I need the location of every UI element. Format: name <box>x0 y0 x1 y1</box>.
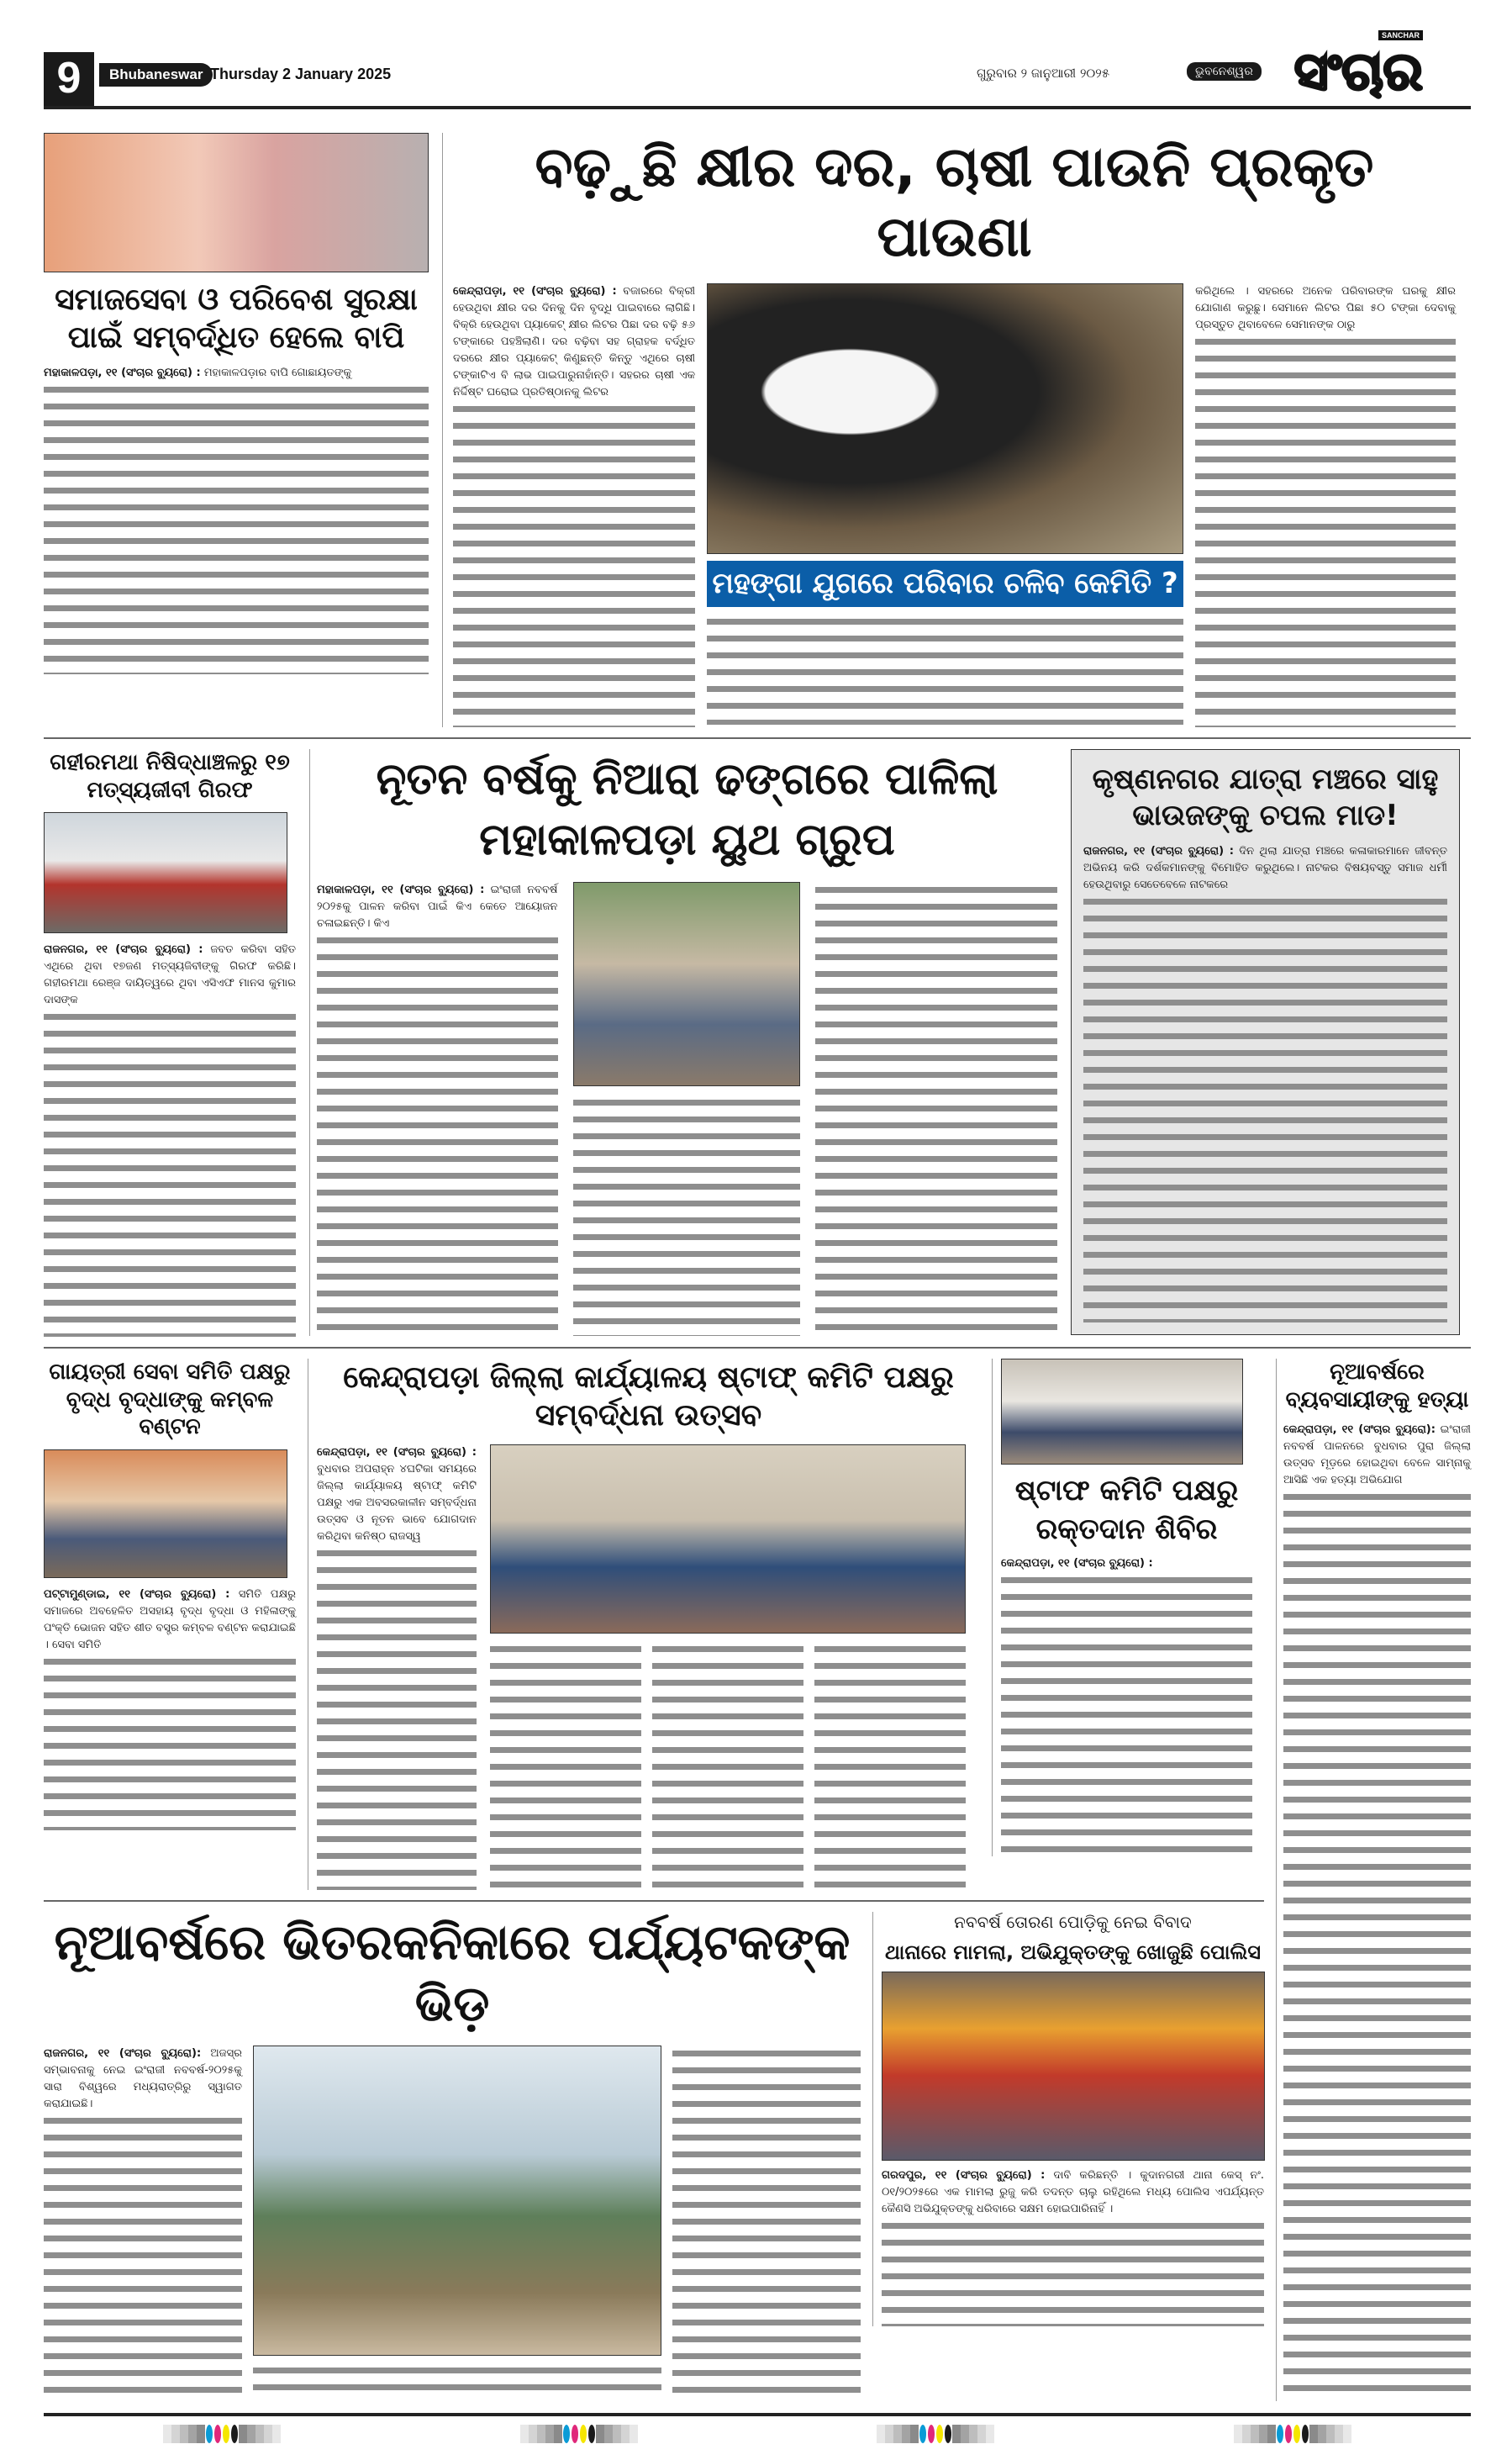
lead: ବଜାରରେ ବିକ୍ରୀ ହେଉଥିବା କ୍ଷୀର ଦର ଦିନକୁ ଦିନ ବୃଦ୍ଧି ପାଇବାରେ ଲାଗିଛି। ବିକ୍ରି ହେଉଥିବା ପ୍ୟାକେଟ୍ କ୍ଷୀର ଲିଟର ପିଛା ଦର ବଢ଼ି ୫୬ ଟଙ୍କାରେ ପହଞ୍ଚିଲାଣି। ଦର ବଢ଼ିବା ସହ ଗ୍ରାହକ ବର୍ଦ୍ଧିତ ଦରରେ କ୍ଷୀର ପ୍ୟାକେଟ୍ କିଣୁଛନ୍ତି କିନ୍ତୁ ଏଥିରେ ଚାଷୀ ଟଙ୍କାଟିଏ ବି ଲାଭ ପାଇପାରୁନାହାଁନ୍ତି। ସହରର ଚାଷୀ ଏକ ନିର୍ଦ୍ଦିଷ୍ଟ ଘରୋଇ ପ୍ରତିଷ୍ଠାନକୁ ଲିଟର <box>453 285 696 399</box>
lead: ଦିନ ଥିଲା ଯାତ୍ରା ମଞ୍ଚରେ କଳାକାରମାନେ ଜୀବନ୍ତ ଅଭିନୟ କରି ଦର୍ଶକମାନଙ୍କୁ ବିମୋହିତ କରୁଥିଲେ। ନାଟକର ବିଷୟବସ୍ତୁ ସମାଜ ଧର୍ମୀ ହେଉଥିବାରୁ ସେତେବେଳେ ନାଟକରେ <box>1083 845 1447 891</box>
milk-story <box>442 133 1456 727</box>
lead: ସମିତି ପକ୍ଷରୁ ସମାଜରେ ଅବହେଳିତ ଅସହାୟ ବୃଦ୍ଧ ବୃଦ୍ଧା ଓ ମହିଳାଙ୍କୁ ପଂକ୍ତି ଭୋଜନ ସହିତ ଶୀତ ବସ୍ତ୍ର କମ୍ବଳ ବଣ୍ଟନ କରାଯାଇଛି । ସେବା ସମିତି <box>44 1587 296 1651</box>
dateline: କେନ୍ଦ୍ରାପଡ଼ା, ୧୧ (ସଂଚାର ବ୍ୟୁରୋ): <box>1283 1423 1436 1436</box>
gahirmatha-headline: ଗହୀରମଥା ନିଷିଦ୍ଧାଞ୍ଚଳରୁ ୧୭ ମତ୍ସ୍ୟଜୀବୀ ଗିରଫ <box>50 750 290 803</box>
dateline: ଗରଦପୁର, ୧୧ (ସଂଚାର ବ୍ୟୁରୋ) : <box>882 2169 1046 2182</box>
blood-headline: ଷ୍ଟାଫ କମିଟି ପକ୍ଷରୁ ରକ୍ତଦାନ ଶିବିର <box>1014 1474 1239 1546</box>
youth-body-col1 <box>317 882 558 1336</box>
bhitarkanika-body-col2 <box>253 2362 661 2401</box>
staff-body-col3 <box>652 1641 803 1890</box>
masthead-logo: ସଂଚାର <box>1294 40 1423 102</box>
felicitation-photo <box>490 1444 966 1634</box>
police-kicker: ନବବର୍ଷ ତୋରଣ ପୋଡ଼ିକୁ ନେଇ ବିବାଦ <box>954 1912 1192 1932</box>
dateline: ମହାକାଳପଡ଼ା, ୧୧ (ସଂଚାର ବ୍ୟୁରୋ) : <box>44 367 201 379</box>
lead: ମହାକାଳପଡ଼ାର ବାପି ଗୋଛାୟତଙ୍କୁ <box>203 367 352 379</box>
milk-headline: ବଢ଼ୁଛି କ୍ଷୀର ଦର, ଚାଷୀ ପାଉନି ପ୍ରକୃତ ପାଉଣା <box>535 135 1374 269</box>
gayatri-story <box>44 1359 296 1830</box>
lead: ଇଂରାଜୀ ନବବର୍ଷ ୨୦୨୫କୁ ପାଳନ କରିବା ପାଇଁ କିଏ କେତେ ଆୟୋଜନ ଚଳାଇଛନ୍ତି। କିଏ <box>317 884 558 930</box>
dateline: କେନ୍ଦ୍ରାପଡ଼ା, ୧୧ (ସଂଚାର ବ୍ୟୁରୋ) : <box>1001 1557 1153 1570</box>
registration-bar <box>163 2425 281 2443</box>
staff-columns <box>317 1444 980 1890</box>
milk-body-col2 <box>707 614 1183 725</box>
blood-donation-photo <box>1001 1359 1243 1465</box>
bapi-body <box>44 365 429 674</box>
staff-body-col1 <box>317 1444 477 1890</box>
lead: ଦାବି କରିଛନ୍ତି । କୁଦାନଗରୀ ଥାନା କେସ୍ ନଂ. ୦୧/୨୦୨୫ରେ ଏକ ମାମଲା ରୁଜୁ କରି ତଦନ୍ତ ଚାଲୁ ରହିଥିଲେ ମଧ୍ୟ ପୋଲିସ ଏପର୍ଯ୍ୟନ୍ତ କୈଣସି ଅଭିଯୁକ୍ତଙ୍କୁ ଧରିବାରେ ସକ୍ଷମ ହୋଇପାରିନାହିଁ । <box>882 2169 1264 2215</box>
odia-city: ଭୁବନେଶ୍ୱର <box>1187 62 1262 81</box>
staff-headline: କେନ୍ଦ୍ରାପଡ଼ା ଜିଲ୍ଲା କାର୍ଯ୍ୟାଳୟ ଷ୍ଟାଫ୍ କମିଟି ପକ୍ଷରୁ ସମ୍ବର୍ଦ୍ଧନା ଉତ୍ସବ <box>343 1360 954 1433</box>
police-body <box>882 2167 1264 2326</box>
dateline: ମହାକାଳପଡ଼ା, ୧୧ (ସଂଚାର ବ୍ୟୁରୋ) : <box>317 884 485 896</box>
lead: ବୁଧବାର ଅପରାହ୍ନ ୪ଘଟିକା ସମୟରେ ଜିଲ୍ଲା କାର୍ଯ୍ୟାଳୟ ଷ୍ଟାଫ୍ କମିଟି ପକ୍ଷରୁ ଏକ ଅବସରକାଳୀନ ସମ୍ବର୍ଦ୍ଧନା ଉତ୍ସବ ଓ ନୂତନ ଭାବେ ଯୋଗଦାନ କରିଥିବା କନିଷ୍ଠ ରାଜସ୍ୱ <box>317 1463 477 1543</box>
masthead-small: SANCHAR <box>1378 30 1423 40</box>
bapi-headline: ସମାଜସେବା ଓ ପରିବେଶ ସୁରକ୍ଷା ପାଇଁ ସମ୍ବର୍ଦ୍ଧିତ ହେଲେ ବାପି <box>55 282 418 355</box>
section-3 <box>44 1359 1264 1902</box>
youth-columns <box>317 882 1057 1336</box>
bhitarkanika-headline: ନୂଆବର୍ଷରେ ଭିତରକନିକାରେ ପର୍ଯ୍ୟଟକଙ୍କ ଭିଡ଼ <box>54 1914 851 2032</box>
youth-group-photo <box>573 882 800 1086</box>
bhitarkanika-body-col1 <box>44 2046 242 2401</box>
gayatri-headline: ଗାୟତ୍ରୀ ସେବା ସମିତି ପକ୍ଷରୁ ବୃଦ୍ଧ ବୃଦ୍ଧାଙ୍କୁ କମ୍ବଳ ବଣ୍ଟନ <box>49 1359 291 1439</box>
registration-bar <box>520 2425 638 2443</box>
registration-bar <box>1234 2425 1351 2443</box>
staff-story <box>308 1359 980 1890</box>
boat-photo <box>44 812 287 933</box>
registration-bar <box>877 2425 994 2443</box>
bhitarkanika-body-col3 <box>672 2046 861 2401</box>
gahirmatha-body <box>44 942 296 1337</box>
dateline: ରାଜନଗର, ୧୧ (ସଂଚାର ବ୍ୟୁରୋ) : <box>44 943 203 956</box>
bhitarkanika-columns <box>44 2046 861 2401</box>
jatra-body <box>1083 843 1447 1322</box>
dateline: କେନ୍ଦ୍ରାପଡ଼ା, ୧୧ (ସଂଚାର ବ୍ୟୁରୋ) : <box>317 1446 477 1459</box>
continued-text: କରିଥିଲେ । ସହରରେ ଅନେକ ପରିବାରଙ୍କ ଘରକୁ କ୍ଷୀର ଯୋଗାଣ କରୁଛୁ। ସେମାନେ ଲିଟର ପିଛା ୫୦ ଟଙ୍କା ଦେବାକୁ ପ୍ରସ୍ତୁତ ଥିବାବେଳେ ସେମାନଙ୍କ ଠାରୁ <box>1195 283 1456 334</box>
page-header <box>44 0 1471 109</box>
section-4 <box>44 1912 1264 2401</box>
police-headline: ଥାନାରେ ମାମଲା, ଅଭିଯୁକ୍ତଙ୍କୁ ଖୋଜୁଛି ପୋଲିସ <box>884 1940 1262 1964</box>
dateline: ପଟ୍ଟାମୁଣ୍ଡାଇ, ୧୧ (ସଂଚାର ବ୍ୟୁରୋ) : <box>44 1587 230 1601</box>
lower-area <box>44 1359 1471 2401</box>
youth-body-col3 <box>815 882 1058 1336</box>
staff-center <box>490 1444 966 1890</box>
lead: ଅଜସ୍ର ସମ୍ଭାବନାକୁ ନେଇ ଇଂରାଜୀ ନବବର୍ଷ-୨୦୨୫କୁ ସାରା ବିଶ୍ୱରେ ମଧ୍ୟରାତ୍ରିରୁ ସ୍ୱାଗତ କରାଯାଇଛି। <box>44 2047 242 2110</box>
blood-body <box>1001 1555 1252 1856</box>
jatra-headline: କୃଷ୍ଣନଗର ଯାତ୍ରା ମଞ୍ଚରେ ସାହୁ ଭାଉଜଙ୍କୁ ଚପଲ ମାଡ! <box>1092 763 1439 832</box>
jatra-box <box>1071 749 1460 1335</box>
milk-center <box>707 283 1183 725</box>
gayatri-body <box>44 1586 296 1830</box>
youth-story <box>309 749 1057 1336</box>
staff-body-col4 <box>814 1641 966 1890</box>
milk-body-col1 <box>453 283 695 727</box>
gahirmatha-story <box>44 749 296 1337</box>
youth-center <box>573 882 800 1336</box>
dateline: ରାଜନଗର, ୧୧ (ସଂଚାର ବ୍ୟୁରୋ) : <box>1083 845 1234 858</box>
bapi-photo <box>44 133 429 272</box>
dateline: ରାଜନଗର, ୧୧ (ସଂଚାର ବ୍ୟୁରୋ): <box>44 2047 202 2060</box>
bhitarkanika-story <box>44 1912 861 2401</box>
odia-date: ଗୁରୁବାର ୨ ଜାନୁଆରୀ ୨୦୨୫ <box>977 66 1110 81</box>
page-number: 9 <box>44 52 94 106</box>
milk-subhead: ମହଙ୍ଗା ଯୁଗରେ ପରିବାର ଚଳିବ କେମିତି ? <box>707 561 1183 607</box>
tourists-photo <box>253 2046 661 2356</box>
youth-body-col2 <box>573 1095 800 1336</box>
gate-photo <box>882 1972 1265 2161</box>
color-registration-bars <box>44 2413 1471 2460</box>
edition-city: Bhubaneswar <box>99 63 213 87</box>
blood-story <box>992 1359 1252 1856</box>
lead: ଜବତ କରିବା ସହିତ ଏଥିରେ ଥିବା ୧୭ଜଣ ମତ୍ସ୍ୟଜିବୀଙ୍କୁ ଗିରଫ କରିଛି। ଗହୀରମଥା ରେଞ୍ଜ ଦାୟିତ୍ୱରେ ଥିବା ଏସିଏଫ ମାନସ କୁମାର ଦାସଙ୍କ <box>44 943 296 1006</box>
bapi-story <box>44 133 429 674</box>
bhitarkanika-center <box>253 2046 661 2401</box>
blanket-distribution-photo <box>44 1449 287 1578</box>
murder-headline: ନୂଆବର୍ଷରେ ବ୍ୟବସାୟୀଙ୍କୁ ହତ୍ୟା <box>1285 1359 1469 1412</box>
youth-headline: ନୂତନ ବର୍ଷକୁ ନିଆରା ଢଙ୍ଗରେ ପାଳିଲା ମହାକାଳପଡ଼ା ୟୁଥ ଗ୍ରୁପ <box>376 754 998 865</box>
dateline: କେନ୍ଦ୍ରାପଡ଼ା, ୧୧ (ସଂଚାର ବ୍ୟୁରୋ) : <box>453 285 617 298</box>
staff-body-col2 <box>490 1641 641 1890</box>
edition-date: Thursday 2 January 2025 <box>210 66 392 82</box>
police-story <box>872 1912 1264 2326</box>
murder-story <box>1276 1359 1471 2401</box>
lead: ଇଂରାଜୀ ନବବର୍ଷ ପାଳନରେ ବୁଧବାର ପୁରା ଜିଲ୍ଲା ଉତ୍ସବ ମୂଡ଼ରେ ହୋଇଥିବା ବେଳେ ସାମ୍ନାକୁ ଆସିଛି ଏକ ହତ୍ୟା ଅଭିଯୋଗ <box>1283 1423 1471 1486</box>
lower-left <box>44 1359 1264 2401</box>
section-1 <box>44 133 1471 739</box>
milk-columns <box>453 283 1456 727</box>
milk-body-col3 <box>1195 283 1456 727</box>
murder-body <box>1283 1422 1471 2401</box>
cow-milking-photo <box>707 283 1183 554</box>
section-2 <box>44 749 1471 1349</box>
staff-lower-columns <box>490 1641 966 1890</box>
